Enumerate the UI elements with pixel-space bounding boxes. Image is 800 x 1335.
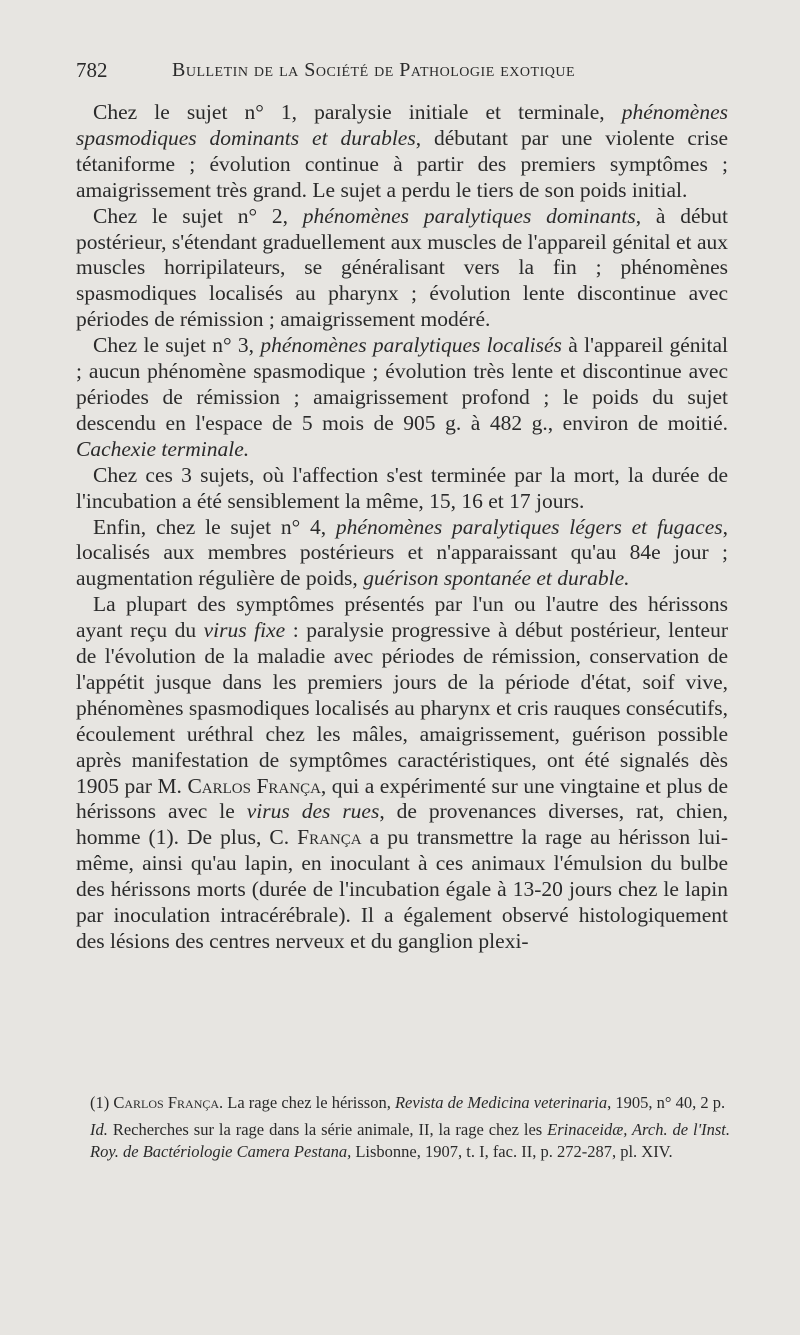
text-span: La plupart des symptômes présentés par l'un ou l'autre des hérissons ayant reçu du — [76, 592, 728, 643]
text-span: : paralysie progressive à début postérieur, lenteur de l'évolution de la maladie avec périodes de rémission, conservation de l'appétit jusque dans les premiers jours de la période d'état, soif vive, phénomènes spasmodiques localisés au pharynx et cris rauques consécutifs, écoulement uréthral chez les mâles, amaigrissement, guérison possible après manifestation de symptômes caractéristiques, ont été signalés dès 1905 par M. — [76, 618, 728, 798]
running-title: Bulletin de la Société de Pathologie exotique — [172, 59, 576, 81]
author-name: Carlos França — [113, 1093, 220, 1112]
ibid-marker: Id. — [90, 1119, 108, 1139]
journal-title: Revista de Medicina veterinaria — [394, 1093, 608, 1112]
text-span: , à début postérieur, s'étendant graduellement aux muscles de l'appareil génital et aux muscles horripilateurs, se généralisant vers la fin ; phénomènes spasmodiques localisés au pharynx ; évolution lente discontinue avec périodes de rémission ; amaigrissement modéré. — [76, 203, 728, 332]
paragraph-subject-1 — [76, 100, 728, 204]
page-number: 782 — [76, 58, 108, 82]
text-span: , débutant par une violente crise tétaniforme ; évolution continue à partir des premiers symptômes ; amaigrissement très grand. Le sujet a perdu le tiers de son poids initial. — [76, 125, 728, 202]
text-span: , qui a expérimenté sur une vingtaine et plus de hérissons avec le — [76, 773, 728, 824]
footnotes — [90, 1092, 730, 1164]
paragraph-subject-2 — [76, 204, 728, 334]
footnote-marker: (1) — [90, 1093, 114, 1112]
author-name: França — [297, 825, 362, 850]
text-span: Lisbonne, 1907, t. I, fac. II, p. 272-287, pl. XIV. — [351, 1142, 673, 1161]
footnote-1 — [90, 1092, 730, 1115]
text-span: à l'appareil génital ; aucun phénomène spasmodique ; évolution très lente et discontinue avec périodes de rémission ; amaigrissement profond ; le poids du sujet descendu en l'espace de 5 mois de 905 g. à 482 g., environ de moitié. — [76, 333, 728, 435]
text-span: Chez le sujet n° 2, — [93, 203, 303, 228]
paragraph-subject-4 — [76, 515, 728, 593]
footnote-2 — [90, 1119, 730, 1164]
italic-span: phénomènes paralytiques dominants — [302, 203, 636, 228]
text-span: Chez le sujet n° 3, — [93, 333, 261, 358]
author-name: Carlos França — [187, 773, 321, 798]
paragraph-symptoms-summary — [76, 592, 728, 955]
text-span: , de provenances diverses, rat, chien, homme (1). De plus, C. — [76, 799, 728, 850]
paragraph-subject-3 — [76, 333, 728, 463]
italic-span: virus des rues — [246, 799, 380, 824]
italic-span: phénomènes paralytiques localisés — [260, 333, 562, 358]
italic-span: phénomènes spasmodiques dominants et durables — [76, 100, 728, 150]
text-span: Recherches sur la rage dans la série animale, II, la rage chez les — [107, 1119, 548, 1139]
text-span: Enfin, chez le sujet n° 4, — [93, 514, 336, 539]
italic-span: guérison spontanée et durable. — [363, 566, 630, 591]
text-span: , 1905, n° 40, 2 p. — [607, 1093, 726, 1112]
text-span: Chez ces 3 sujets, où l'affection s'est terminée par la mort, la durée de l'incubation a été sensiblement la même, 15, 16 et 17 jours. — [76, 462, 728, 513]
italic-span: Cachexie terminale. — [76, 436, 250, 461]
text-span: a pu transmettre la rage au hérisson lui-même, ainsi qu'au lapin, en inoculant à ces animaux l'émulsion du bulbe des hérissons morts (durée de l'incubation égale à 13-20 jours chez le lapin par inoculation intracérébrale). Il a également observé histologiquement des lésions des centres nerveux et du ganglion plexi- — [76, 825, 728, 953]
text-span: . La rage chez le hérisson, — [219, 1093, 395, 1112]
body-text — [76, 100, 728, 955]
page-header — [76, 58, 726, 86]
italic-span: virus fixe — [203, 618, 286, 643]
italic-span: phénomènes paralytiques légers et fugaces — [335, 514, 723, 539]
text-span: , localisés aux membres postérieurs et n'apparaissant qu'au 84e jour ; augmentation régulière de poids, — [76, 514, 728, 591]
journal-title: Erinaceidæ, Arch. de l'Inst. Roy. de Bactériologie Camera Pestana, — [90, 1119, 731, 1161]
text-span: Chez le sujet n° 1, paralysie initiale et terminale, — [93, 100, 622, 124]
paragraph-incubation — [76, 463, 728, 515]
